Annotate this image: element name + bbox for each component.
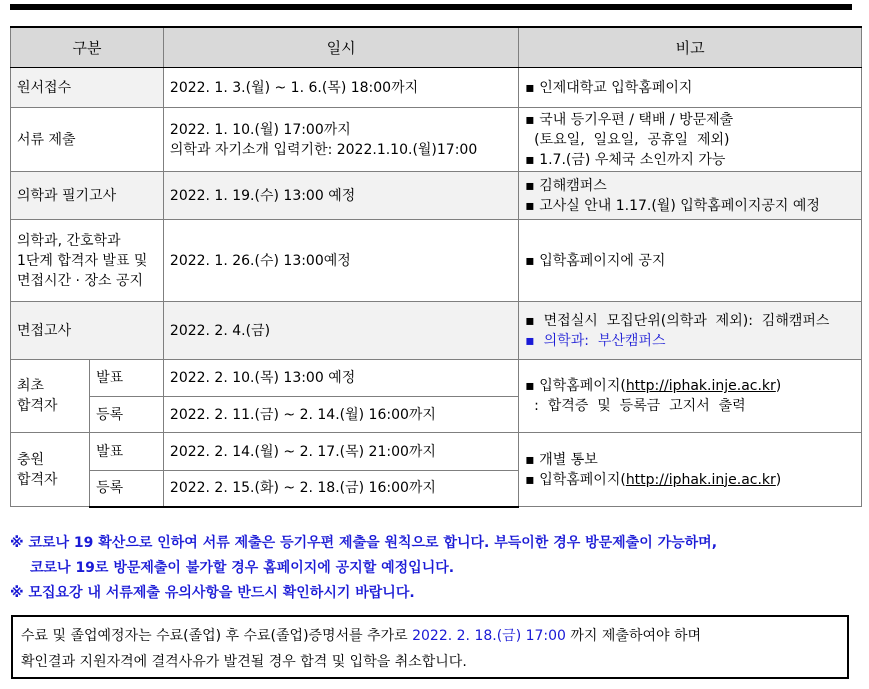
row-date: 2022. 2. 15.(화) ~ 2. 18.(금) 16:00까지: [163, 471, 518, 507]
box-line: 확인결과 지원자격에 결격사유가 발견될 경우 합격 및 입학을 취소합니다.: [21, 654, 467, 670]
row-category: 의학과 필기고사: [11, 172, 164, 220]
table-row: [11, 220, 862, 302]
header-remarks: 비고: [519, 27, 862, 68]
homepage-link[interactable]: http://iphak.inje.ac.kr: [625, 378, 776, 394]
header-datetime: 일시: [163, 27, 518, 68]
row-date: 2022. 1. 19.(수) 13:00 예정: [163, 172, 518, 220]
row-category: 충원 합격자: [11, 433, 90, 507]
top-rule: [10, 4, 852, 10]
row-notes: ▪ 입학홈페이지(http://iphak.inje.ac.kr) : 합격증 및 등록금 고지서 출력: [519, 360, 862, 433]
row-category: 원서접수: [11, 68, 164, 108]
row-notes: ▪ 개별 통보 ▪ 입학홈페이지(http://iphak.inje.ac.kr): [519, 433, 862, 507]
table-row: [11, 172, 862, 220]
header-category: 구분: [11, 27, 164, 68]
notice-line: ※ 모집요강 내 서류제출 유의사항을 반드시 확인하시기 바랍니다.: [10, 585, 415, 601]
row-date: 2022. 2. 10.(목) 13:00 예정: [163, 360, 518, 397]
row-subcategory: 등록: [90, 397, 164, 433]
row-date: 2022. 2. 14.(월) ~ 2. 17.(목) 21:00까지: [163, 433, 518, 471]
row-notes: ▪ 입학홈페이지에 공지: [519, 220, 862, 302]
row-category: 서류 제출: [11, 108, 164, 172]
notice-section: [10, 531, 862, 606]
row-notes: ▪ 인제대학교 입학홈페이지: [519, 68, 862, 108]
row-date: 2022. 2. 11.(금) ~ 2. 14.(월) 16:00까지: [163, 397, 518, 433]
row-notes: ▪ 국내 등기우편 / 택배 / 방문제출 (토요일, 일요일, 공휴일 제외) ▪ 1.7.(금) 우체국 소인까지 가능: [519, 108, 862, 172]
schedule-table: [10, 26, 862, 508]
row-date: 2022. 1. 10.(월) 17:00까지 의학과 자기소개 입력기한: 2022.1.10.(월)17:00: [163, 108, 518, 172]
row-date: 2022. 1. 26.(수) 13:00예정: [163, 220, 518, 302]
row-category: 면접고사: [11, 302, 164, 360]
row-notes: ▪ 면접실시 모집단위(의학과 제외): 김해캠퍼스 ▪ 의학과: 부산캠퍼스: [519, 302, 862, 360]
table-row: [11, 108, 862, 172]
deadline-text: 2022. 2. 18.(금) 17:00: [412, 628, 571, 644]
homepage-link[interactable]: http://iphak.inje.ac.kr: [625, 471, 776, 488]
table-header-row: [11, 27, 862, 68]
table-row: [11, 302, 862, 360]
notice-line: 코로나 19로 방문제출이 불가할 경우 홈페이지에 공지할 예정입니다.: [30, 560, 455, 576]
row-date: 2022. 1. 3.(월) ~ 1. 6.(목) 18:00까지: [163, 68, 518, 108]
row-subcategory: 발표: [90, 433, 164, 471]
table-row: [11, 68, 862, 108]
row-subcategory: 등록: [90, 471, 164, 507]
graduation-notice-box: [11, 615, 849, 679]
table-row: [11, 433, 862, 471]
notice-line: ※ 코로나 19 확산으로 인하여 서류 제출은 등기우편 제출을 원칙으로 합니다. 부득이한 경우 방문제출이 가능하며,: [10, 535, 718, 551]
row-subcategory: 발표: [90, 360, 164, 397]
row-category: 최초 합격자: [11, 360, 90, 433]
row-notes: ▪ 김해캠퍼스 ▪ 고사실 안내 1.17.(월) 입학홈페이지공지 예정: [519, 172, 862, 220]
table-row: [11, 360, 862, 397]
box-line: 수료 및 졸업예정자는 수료(졸업) 후 수료(졸업)증명서를 추가로 2022. 2. 18.(금) 17:00 까지 제출하여야 하며: [21, 628, 702, 644]
row-date: 2022. 2. 4.(금): [163, 302, 518, 360]
row-category: 의학과, 간호학과 1단계 합격자 발표 및 면접시간 · 장소 공지: [11, 220, 164, 302]
